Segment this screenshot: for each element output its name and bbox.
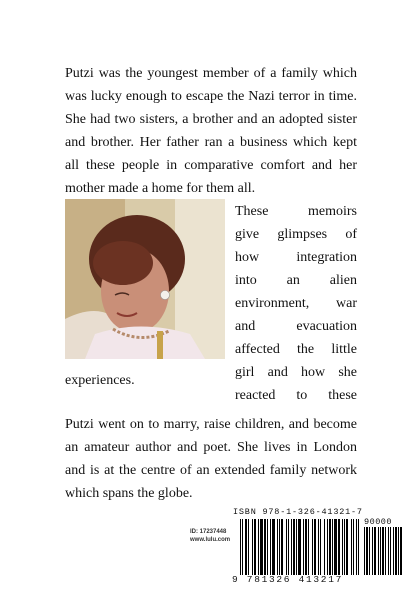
barcode-bar: [385, 527, 386, 575]
memoir-continuation: experiences.: [65, 373, 135, 388]
barcode-bar: [264, 519, 266, 575]
barcode-bar: [240, 519, 241, 575]
memoir-line: [235, 223, 357, 246]
word: affected: [235, 342, 280, 357]
word: an: [286, 273, 300, 288]
word: give: [235, 227, 260, 242]
word: and: [267, 365, 288, 380]
barcode-bar: [291, 519, 292, 575]
barcode-bar: [358, 519, 359, 575]
barcode-bar: [279, 519, 280, 575]
barcode-bar: [312, 519, 313, 575]
barcode-bar: [267, 519, 268, 575]
word: the: [297, 342, 315, 357]
word: these: [328, 388, 357, 403]
word: how: [301, 365, 326, 380]
memoir-line: [235, 200, 357, 223]
word: These: [235, 204, 269, 219]
barcode-bar: [390, 527, 391, 575]
barcode-bar: [364, 527, 365, 575]
barcode-bar: [372, 527, 373, 575]
memoir-line: [235, 269, 357, 292]
barcode-bar: [380, 527, 381, 575]
isbn-barcode: [240, 519, 360, 575]
memoir-line: [235, 292, 357, 315]
word: environment,: [235, 296, 310, 311]
barcode-bar: [388, 527, 389, 575]
word: war: [336, 296, 357, 311]
barcode-bar: [342, 519, 343, 575]
barcode-bar: [393, 527, 394, 575]
barcode-bar: [286, 519, 287, 575]
barcode-bar: [344, 519, 345, 575]
barcode-bar: [324, 519, 325, 575]
memoir-line: [235, 361, 357, 384]
barcode-bar: [298, 519, 301, 575]
price-addon-barcode: [364, 527, 408, 575]
barcode-bar: [346, 519, 348, 575]
barcode-bar: [320, 519, 321, 575]
barcode-bar: [252, 519, 253, 575]
barcode-bar: [270, 519, 271, 575]
author-portrait-photo: [65, 199, 225, 359]
portrait-illustration: [65, 199, 225, 359]
word: girl: [235, 365, 255, 380]
barcode-bar: [382, 527, 384, 575]
price-code: 90000: [364, 517, 393, 527]
word: memoirs: [308, 204, 357, 219]
memoir-side-column: [235, 200, 357, 407]
barcode-bar: [277, 519, 278, 575]
memoir-line: [235, 338, 357, 361]
word: little: [331, 342, 357, 357]
barcode-bar: [288, 519, 289, 575]
printer-id-block: [190, 528, 230, 544]
barcode-bar: [314, 519, 316, 575]
word: to: [296, 388, 308, 403]
barcode-bar: [260, 519, 263, 575]
intro-paragraph: Putzi was the youngest member of a family which was lucky enough to escape the Nazi terror in time. She had two sisters, a brother and an adopted sister and brother. Her father ran a business which kept all these people in comparative comfort and her mother made a home for them all.: [65, 66, 357, 196]
word: glimpses: [277, 227, 328, 242]
barcode-bar: [281, 519, 283, 575]
word: into: [235, 273, 257, 288]
outro-paragraph: Putzi went on to marry, raise children, and become an amateur author and poet. She lives in London and is at the centre of an extended family network which spans the globe.: [65, 417, 357, 501]
word: she: [338, 365, 357, 380]
barcode-bar: [293, 519, 295, 575]
printer-id-line: ID: 17237448: [190, 529, 227, 535]
barcode-bar: [318, 519, 319, 575]
word: and: [235, 319, 256, 334]
barcode-bar: [351, 519, 352, 575]
barcode-bar: [366, 527, 368, 575]
word: evacuation: [296, 319, 357, 334]
barcode-bar: [254, 519, 256, 575]
memoir-line: [235, 384, 357, 407]
barcode-bar: [296, 519, 297, 575]
barcode-bar: [332, 519, 333, 575]
word: integration: [296, 250, 357, 265]
barcode-bar: [242, 519, 243, 575]
barcode-bar: [303, 519, 304, 575]
word: how: [235, 250, 260, 265]
isbn-label: ISBN 978-1-326-41321-7: [233, 507, 363, 517]
printer-url: www.lulu.com: [190, 537, 231, 543]
memoir-line: [235, 315, 357, 338]
barcode-bar: [305, 519, 307, 575]
barcode-bar: [353, 519, 354, 575]
barcode-bar: [272, 519, 275, 575]
barcode-bar: [329, 519, 331, 575]
barcode-digits: 9 781326 413217: [232, 574, 344, 585]
memoir-line: [235, 246, 357, 269]
word: alien: [329, 273, 357, 288]
barcode-bar: [369, 527, 370, 575]
barcode-bar: [398, 527, 399, 575]
word: reacted: [235, 388, 276, 403]
barcode-bar: [248, 519, 249, 575]
word: of: [345, 227, 357, 242]
barcode-bar: [356, 519, 357, 575]
barcode-bar: [327, 519, 328, 575]
barcode-bar: [400, 527, 402, 575]
barcode-bar: [338, 519, 340, 575]
barcode-bar: [245, 519, 247, 575]
barcode-bar: [334, 519, 337, 575]
barcode-bar: [308, 519, 309, 575]
barcode-bar: [258, 519, 259, 575]
barcode-bar: [374, 527, 376, 575]
barcode-bar: [395, 527, 397, 575]
barcode-bar: [378, 527, 379, 575]
